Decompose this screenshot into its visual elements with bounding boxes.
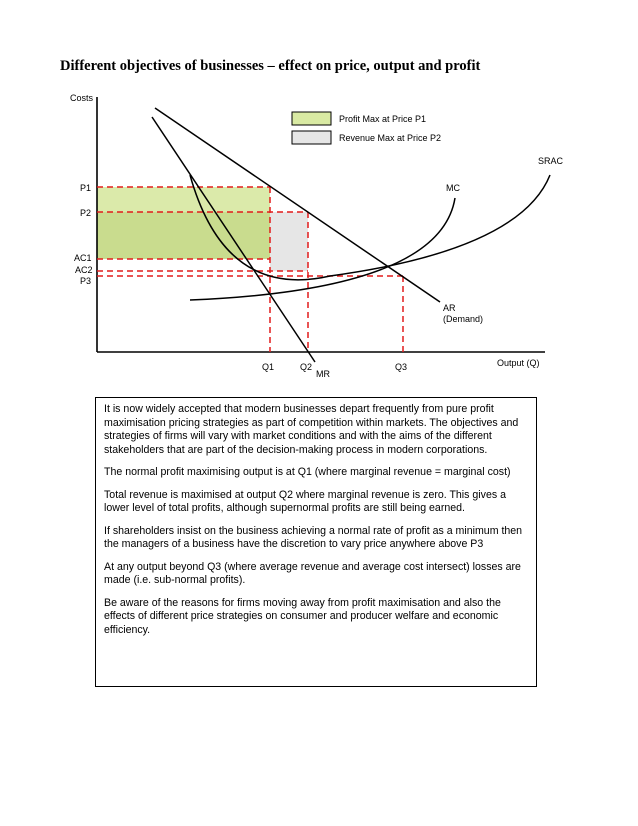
cost-revenue-diagram: [0, 0, 638, 400]
explanation-box: [95, 397, 537, 687]
quantity-label-q1: Q1: [262, 362, 275, 372]
page-heading: Different objectives of businesses – effect on price, output and profit: [60, 58, 481, 74]
srac-label: SRAC: [538, 156, 564, 166]
paragraph: It is now widely accepted that modern businesses depart frequently from pure profit maximisation pricing strategies as part of competition within markets. The objectives and strategies of firms will vary with market conditions and with the aims of the different stakeholders that are part of the decision-making process in modern corporations.: [104, 403, 519, 456]
price-label-ac1: AC1: [74, 253, 92, 263]
legend-swatch-revenue: [292, 131, 331, 144]
price-label-ac2: AC2: [75, 265, 93, 275]
legend-swatch-profit: [292, 112, 331, 125]
paragraph: Total revenue is maximised at output Q2 where marginal revenue is zero. This gives a lower level of total profits, although supernormal profits are still being earned.: [104, 488, 506, 514]
paragraph: If shareholders insist on the business achieving a normal rate of profit as a minimum then the managers of a business have the discretion to vary price anywhere above P3: [104, 524, 523, 550]
mc-label: MC: [446, 183, 460, 193]
x-axis-label: Output (Q): [497, 358, 540, 368]
mr-label: MR: [316, 369, 330, 379]
paragraph: At any output beyond Q3 (where average revenue and average cost intersect) losses are made (i.e. sub-normal profits).: [104, 560, 521, 586]
quantity-label-q3: Q3: [395, 362, 408, 372]
demand-label: (Demand): [443, 314, 484, 324]
price-label-p2: P2: [80, 208, 92, 218]
profit-area-upper: [97, 187, 270, 212]
paragraph: Be aware of the reasons for firms moving away from profit maximisation and also the effects of different price strategies on consumer and producer welfare and economic efficiency.: [104, 596, 501, 636]
profit-area: [97, 212, 270, 259]
y-axis-label: Costs: [70, 93, 94, 103]
price-label-p3: P3: [80, 276, 92, 286]
revenue-area: [270, 212, 308, 271]
legend-label-profit: Profit Max at Price P1: [339, 114, 427, 124]
legend-label-revenue: Revenue Max at Price P2: [339, 133, 442, 143]
ar-label: AR: [443, 303, 456, 313]
legend: [292, 112, 441, 144]
dashed-guides: [97, 187, 403, 352]
paragraph: The normal profit maximising output is at Q1 (where marginal revenue = marginal cost): [104, 466, 511, 478]
quantity-label-q2: Q2: [300, 362, 313, 372]
price-label-p1: P1: [80, 183, 92, 193]
